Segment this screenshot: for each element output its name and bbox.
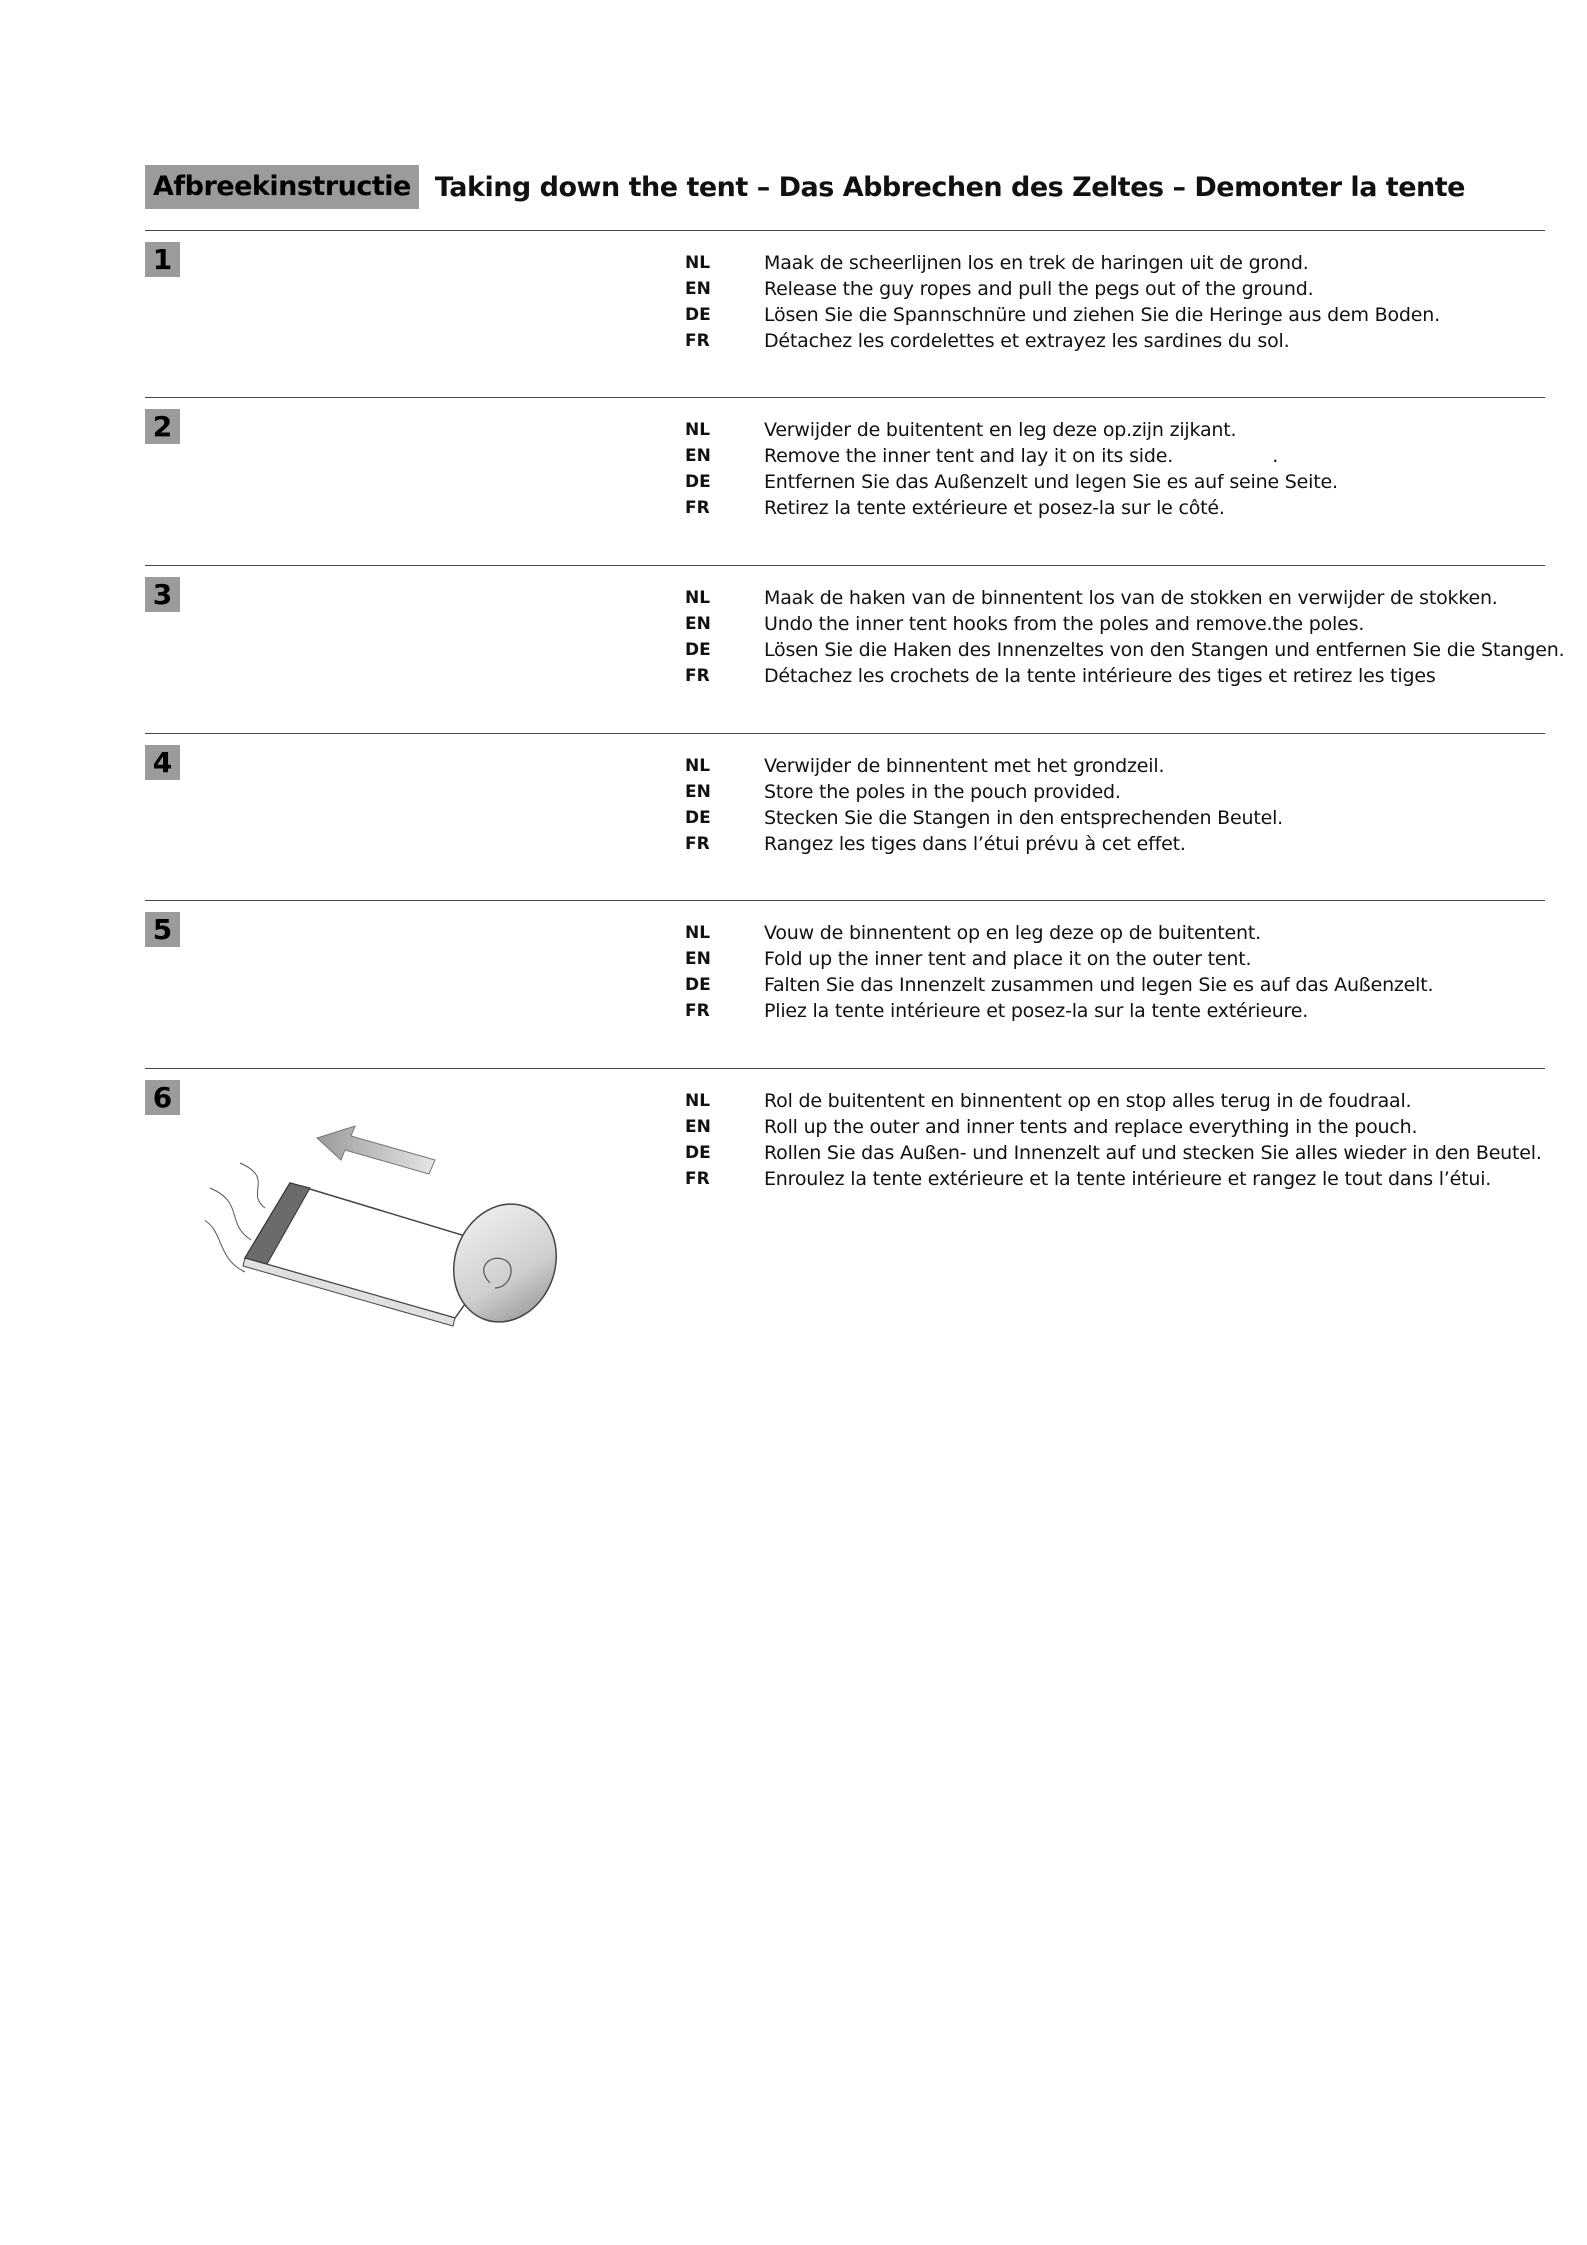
step-number: 6 [145, 1080, 180, 1115]
instruction-line [685, 250, 1440, 276]
rope-line [240, 1163, 265, 1208]
language-code: DE [685, 640, 711, 660]
instruction-text: Verwijder de binnentent met het grondzeil. [764, 755, 1165, 777]
language-code: FR [685, 834, 710, 854]
instruction-text: Détachez les cordelettes et extrayez les sardines du sol. [764, 330, 1290, 352]
instruction-line [685, 1166, 1542, 1192]
language-code: FR [685, 498, 710, 518]
step-2 [145, 397, 1545, 565]
step-5 [145, 900, 1545, 1068]
divider [145, 397, 1545, 398]
instruction-line [685, 443, 1338, 469]
instruction-line [685, 1140, 1542, 1166]
instruction-lines [685, 1088, 1542, 1192]
instruction-text: Roll up the outer and inner tents and replace everything in the pouch. [764, 1116, 1418, 1138]
divider [145, 1068, 1545, 1069]
step-4 [145, 733, 1545, 901]
instruction-lines [685, 250, 1440, 354]
instruction-text: Détachez les crochets de la tente intérieure des tiges et retirez les tiges [764, 665, 1436, 687]
language-code: EN [685, 949, 711, 969]
instruction-text: Enroulez la tente extérieure et la tente intérieure et rangez le tout dans l’étui. [764, 1168, 1492, 1190]
step-number: 4 [145, 745, 180, 780]
instruction-text: Stecken Sie die Stangen in den entsprechenden Beutel. [764, 807, 1283, 829]
instruction-text: Vouw de binnentent op en leg deze op de buitentent. [764, 922, 1261, 944]
divider [145, 900, 1545, 901]
language-code: NL [685, 420, 711, 440]
instruction-line [685, 805, 1283, 831]
instruction-text: Rollen Sie das Außen- und Innenzelt auf und stecken Sie alles wieder in den Beutel. [764, 1142, 1542, 1164]
language-code: EN [685, 446, 711, 466]
language-code: DE [685, 808, 711, 828]
language-code: DE [685, 975, 711, 995]
instruction-line [685, 998, 1433, 1024]
page-title: Taking down the tent – Das Abbrechen des Zeltes – Demonter la tente [434, 171, 1465, 203]
instruction-text: Pliez la tente intérieure et posez-la sur la tente extérieure. [764, 1000, 1309, 1022]
language-code: FR [685, 1169, 710, 1189]
language-code: NL [685, 923, 711, 943]
instruction-line [685, 920, 1433, 946]
divider [145, 733, 1545, 734]
instruction-text: Entfernen Sie das Außenzelt und legen Sie es auf seine Seite. [764, 471, 1338, 493]
instruction-line [685, 663, 1564, 689]
step-number: 3 [145, 577, 180, 612]
instruction-line [685, 328, 1440, 354]
language-code: EN [685, 1117, 711, 1137]
language-code: NL [685, 756, 711, 776]
arrow-icon [317, 1126, 435, 1174]
instruction-line [685, 831, 1283, 857]
rope-line [205, 1218, 245, 1272]
page-header [145, 165, 1465, 209]
instruction-text: Rol de buitentent en binnentent op en stop alles terug in de foudraal. [764, 1090, 1412, 1112]
rolled-tent-illustration [205, 1108, 605, 1348]
instruction-line [685, 495, 1338, 521]
instruction-line [685, 469, 1338, 495]
rope-line [210, 1188, 251, 1240]
instruction-text: Lösen Sie die Spannschnüre und ziehen Sie die Heringe aus dem Boden. [764, 304, 1440, 326]
language-code: EN [685, 614, 711, 634]
instruction-text: Falten Sie das Innenzelt zusammen und legen Sie es auf das Außenzelt. [764, 974, 1434, 996]
instruction-line [685, 1088, 1542, 1114]
instruction-line [685, 753, 1283, 779]
language-code: FR [685, 331, 710, 351]
step-number: 5 [145, 912, 180, 947]
instruction-line [685, 946, 1433, 972]
language-code: DE [685, 1143, 711, 1163]
instruction-line [685, 585, 1564, 611]
step-number: 1 [145, 242, 180, 277]
divider [145, 230, 1545, 231]
instruction-text: Remove the inner tent and lay it on its side. . [764, 445, 1279, 467]
instruction-text: Maak de scheerlijnen los en trek de haringen uit de grond. [764, 252, 1309, 274]
language-code: NL [685, 588, 711, 608]
step-number: 2 [145, 409, 180, 444]
instruction-lines [685, 920, 1433, 1024]
language-code: FR [685, 666, 710, 686]
instruction-text: Rangez les tiges dans l’étui prévu à cet effet. [764, 833, 1186, 855]
instruction-line [685, 611, 1564, 637]
instruction-text: Maak de haken van de binnentent los van de stokken en verwijder de stokken. [764, 587, 1498, 609]
instruction-text: Fold up the inner tent and place it on the outer tent. [764, 948, 1252, 970]
instruction-text: Verwijder de buitentent en leg deze op.zijn zijkant. [764, 419, 1237, 441]
instruction-text: Store the poles in the pouch provided. [764, 781, 1121, 803]
instruction-lines [685, 753, 1283, 857]
language-code: NL [685, 1091, 711, 1111]
instruction-line [685, 972, 1433, 998]
instruction-text: Retirez la tente extérieure et posez-la sur le côté. [764, 497, 1225, 519]
instruction-line [685, 1114, 1542, 1140]
instruction-line [685, 637, 1564, 663]
instruction-line [685, 417, 1338, 443]
step-1 [145, 230, 1545, 398]
language-code: NL [685, 253, 711, 273]
language-code: EN [685, 279, 711, 299]
divider [145, 565, 1545, 566]
language-code: EN [685, 782, 711, 802]
instruction-lines [685, 585, 1564, 689]
language-code: FR [685, 1001, 710, 1021]
instruction-line [685, 302, 1440, 328]
instruction-line [685, 779, 1283, 805]
step-6 [145, 1068, 1545, 1328]
language-code: DE [685, 305, 711, 325]
instruction-text: Undo the inner tent hooks from the poles and remove.the poles. [764, 613, 1365, 635]
instruction-text: Lösen Sie die Haken des Innenzeltes von den Stangen und entfernen Sie die Stangen. [764, 639, 1565, 661]
instruction-text: Release the guy ropes and pull the pegs out of the ground. [764, 278, 1314, 300]
language-code: DE [685, 472, 711, 492]
step-3 [145, 565, 1565, 733]
instruction-lines [685, 417, 1338, 521]
header-tag: Afbreekinstructie [145, 165, 419, 209]
instruction-line [685, 276, 1440, 302]
